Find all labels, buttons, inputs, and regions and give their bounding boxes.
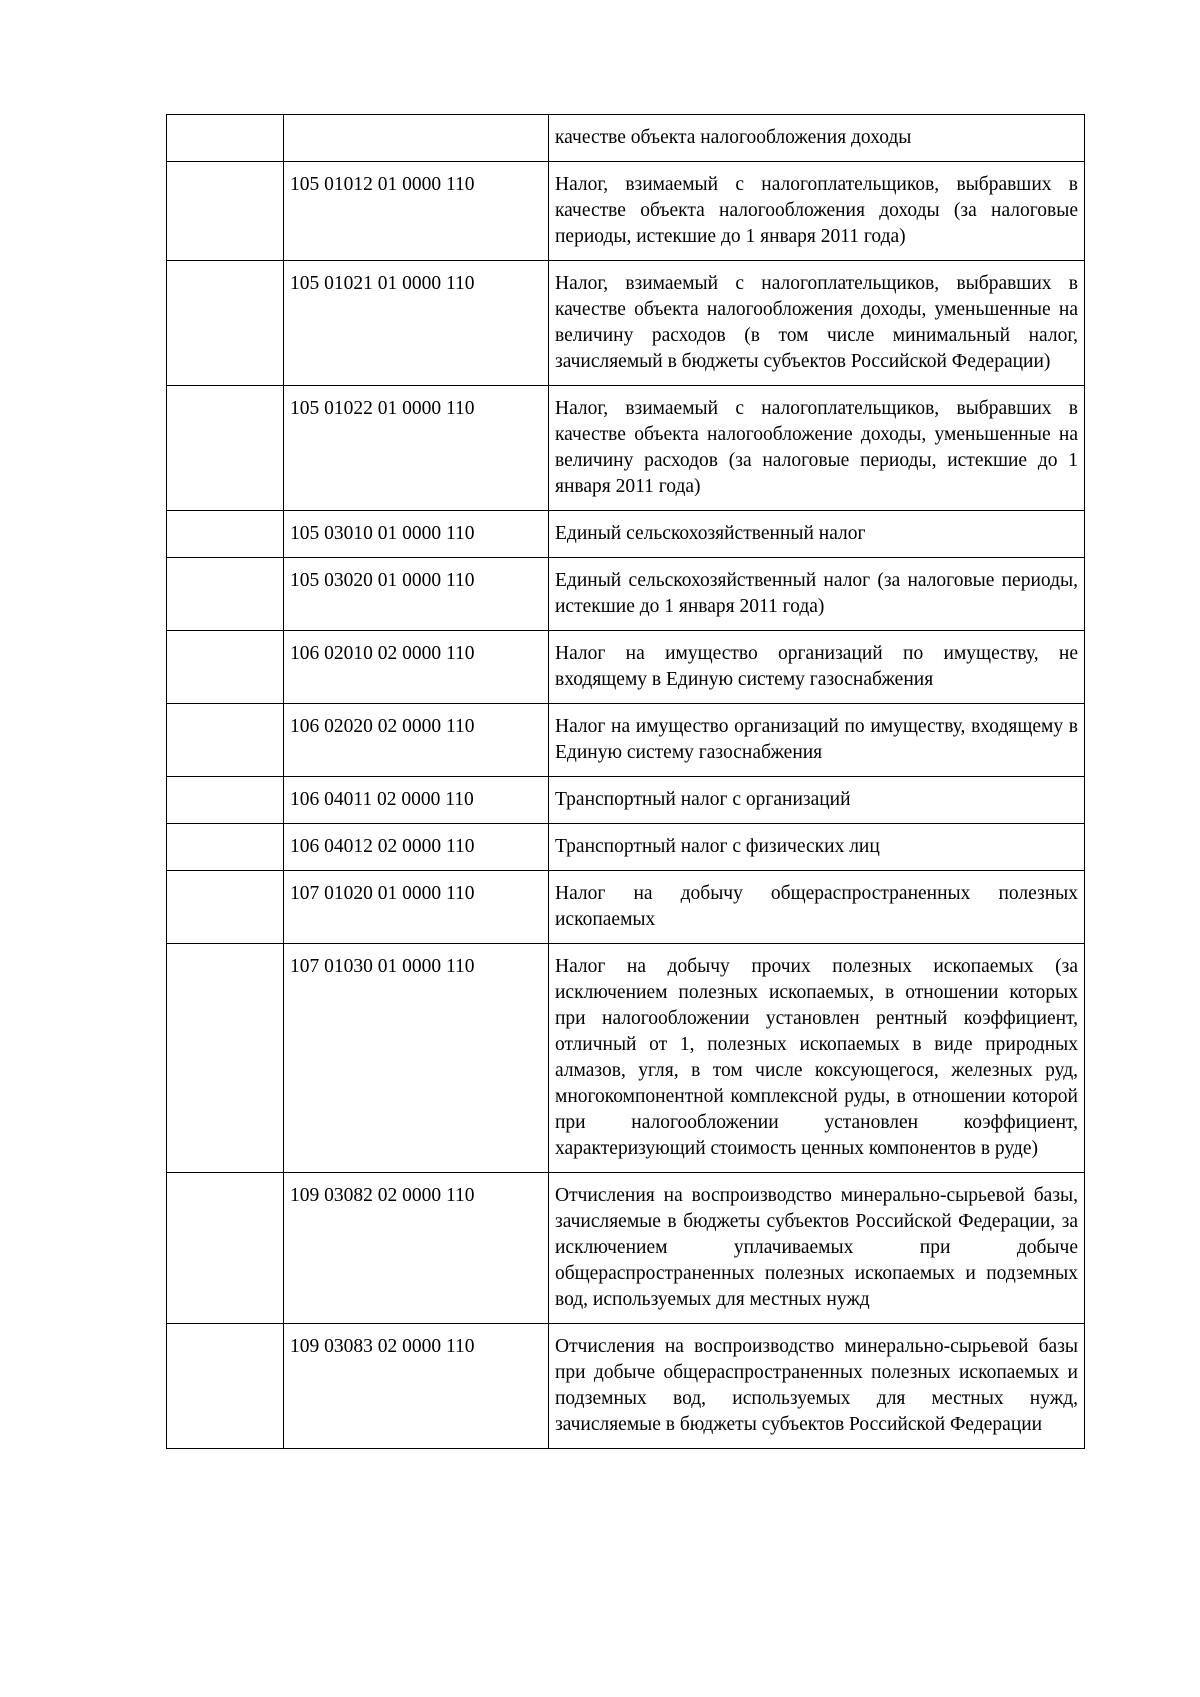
description-cell: Единый сельскохозяйственный налог bbox=[549, 511, 1085, 558]
description-cell: Налог, взимаемый с налогоплательщиков, выбравших в качестве объекта налогообложения доходы (за налоговые периоды, истекшие до 1 января 2011 года) bbox=[549, 162, 1085, 261]
table-row bbox=[167, 261, 1085, 386]
description-cell: Налог, взимаемый с налогоплательщиков, выбравших в качестве объекта налогообложение доходы, уменьшенные на величину расходов (за налоговые периоды, истекшие до 1 января 2011 года) bbox=[549, 386, 1085, 511]
row-number-cell bbox=[167, 558, 284, 631]
row-number-cell bbox=[167, 1173, 284, 1324]
description-cell: Налог на имущество организаций по имуществу, входящему в Единую систему газоснабжения bbox=[549, 704, 1085, 777]
description-cell: Отчисления на воспроизводство минерально-сырьевой базы, зачисляемые в бюджеты субъектов Российской Федерации, за исключением уплачиваемых при добыче общераспространенных полезных ископаемых и подземных вод, используемых для местных нужд bbox=[549, 1173, 1085, 1324]
row-number-cell bbox=[167, 162, 284, 261]
description-cell: Единый сельскохозяйственный налог (за налоговые периоды, истекшие до 1 января 2011 года) bbox=[549, 558, 1085, 631]
table-body bbox=[167, 115, 1085, 1449]
revenue-codes-table bbox=[166, 114, 1085, 1449]
description-cell: Транспортный налог с организаций bbox=[549, 777, 1085, 824]
table-row bbox=[167, 777, 1085, 824]
row-number-cell bbox=[167, 1324, 284, 1449]
code-cell: 107 01030 01 0000 110 bbox=[284, 944, 549, 1173]
row-number-cell bbox=[167, 871, 284, 944]
description-cell: Налог, взимаемый с налогоплательщиков, выбравших в качестве объекта налогообложения доходы, уменьшенные на величину расходов (в том числе минимальный налог, зачисляемый в бюджеты субъектов Российской Федерации) bbox=[549, 261, 1085, 386]
code-cell: 105 01021 01 0000 110 bbox=[284, 261, 549, 386]
table-row bbox=[167, 115, 1085, 162]
row-number-cell bbox=[167, 511, 284, 558]
row-number-cell bbox=[167, 944, 284, 1173]
code-cell: 109 03082 02 0000 110 bbox=[284, 1173, 549, 1324]
row-number-cell bbox=[167, 631, 284, 704]
row-number-cell bbox=[167, 386, 284, 511]
row-number-cell bbox=[167, 115, 284, 162]
table-row bbox=[167, 1173, 1085, 1324]
description-cell: Налог на имущество организаций по имуществу, не входящему в Единую систему газоснабжения bbox=[549, 631, 1085, 704]
table-row bbox=[167, 824, 1085, 871]
code-cell: 106 02010 02 0000 110 bbox=[284, 631, 549, 704]
description-cell: Налог на добычу прочих полезных ископаемых (за исключением полезных ископаемых, в отношении которых при налогообложении установлен рентный коэффициент, отличный от 1, полезных ископаемых в виде природных алмазов, угля, в том числе коксующегося, железных руд, многокомпонентной комплексной руды, в отношении которой при налогообложении установлен коэффициент, характеризующий стоимость ценных компонентов в руде) bbox=[549, 944, 1085, 1173]
row-number-cell bbox=[167, 261, 284, 386]
table-row bbox=[167, 871, 1085, 944]
code-cell bbox=[284, 115, 549, 162]
table-row bbox=[167, 162, 1085, 261]
code-cell: 106 02020 02 0000 110 bbox=[284, 704, 549, 777]
code-cell: 105 01022 01 0000 110 bbox=[284, 386, 549, 511]
description-cell: Налог на добычу общераспространенных полезных ископаемых bbox=[549, 871, 1085, 944]
code-cell: 105 03010 01 0000 110 bbox=[284, 511, 549, 558]
code-cell: 109 03083 02 0000 110 bbox=[284, 1324, 549, 1449]
code-cell: 107 01020 01 0000 110 bbox=[284, 871, 549, 944]
row-number-cell bbox=[167, 824, 284, 871]
code-cell: 105 03020 01 0000 110 bbox=[284, 558, 549, 631]
table-row bbox=[167, 558, 1085, 631]
table-row bbox=[167, 386, 1085, 511]
code-cell: 106 04011 02 0000 110 bbox=[284, 777, 549, 824]
table-row bbox=[167, 631, 1085, 704]
table-row bbox=[167, 1324, 1085, 1449]
description-cell: качестве объекта налогообложения доходы bbox=[549, 115, 1085, 162]
description-cell: Отчисления на воспроизводство минерально-сырьевой базы при добыче общераспространенных полезных ископаемых и подземных вод, используемых для местных нужд, зачисляемые в бюджеты субъектов Российской Федерации bbox=[549, 1324, 1085, 1449]
description-cell: Транспортный налог с физических лиц bbox=[549, 824, 1085, 871]
table-row bbox=[167, 944, 1085, 1173]
table-row bbox=[167, 511, 1085, 558]
table-row bbox=[167, 704, 1085, 777]
row-number-cell bbox=[167, 704, 284, 777]
row-number-cell bbox=[167, 777, 284, 824]
code-cell: 106 04012 02 0000 110 bbox=[284, 824, 549, 871]
code-cell: 105 01012 01 0000 110 bbox=[284, 162, 549, 261]
